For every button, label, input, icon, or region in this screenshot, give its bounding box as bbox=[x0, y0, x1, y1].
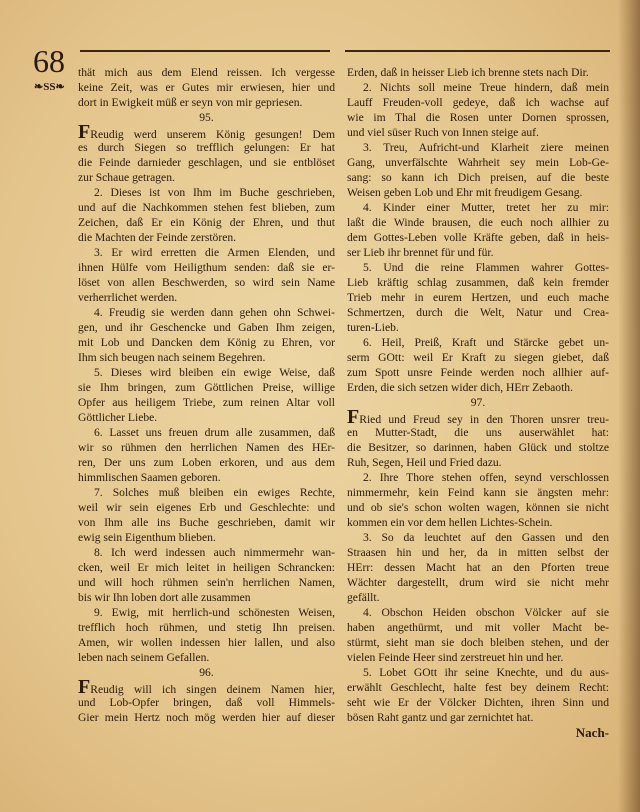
text-line: Ruh, Segen, Heil und Fried dazu. bbox=[347, 456, 502, 469]
text-line: thät mich aus dem Elend reissen. Ich vergesse bbox=[78, 66, 335, 79]
text-line: kommen ein vor dem hellen Lichtes-Schein. bbox=[347, 516, 553, 529]
text-line: Gier mein Hertz noch mög werden hier auf dieser bbox=[78, 711, 335, 724]
text-line: ren, Der uns zum Loben erkoren, und aus dem bbox=[78, 456, 335, 469]
text-line: turen-Lieb. bbox=[347, 321, 399, 334]
text-line: gefällt. bbox=[347, 591, 380, 604]
text-line: serm GOtt: weil Er Kraft zu siegen giebet, daß bbox=[347, 351, 609, 364]
hymn-number: 95. bbox=[199, 111, 214, 124]
text-line: 5. Lobet GOtt ihr seine Knechte, und du aus- bbox=[363, 666, 609, 679]
text-line: gen, und ihr Geschencke und Gaben Ihm zeigen, bbox=[78, 321, 335, 334]
text-line: es durch Siegen so trefflich gelungen: Er hat bbox=[78, 141, 335, 154]
text-line: von Ihm alle ins Buche geschrieben, damit wir bbox=[78, 516, 335, 529]
text-line: ewig sein Eigenthum blieben. bbox=[78, 531, 216, 544]
left-column bbox=[78, 65, 335, 725]
text-line: 3. So da leuchtet auf den Gassen und den bbox=[363, 531, 609, 544]
header-rule-right bbox=[345, 50, 610, 52]
text-line: und will hoch rühmen sein'n herrlichen Namen, bbox=[78, 576, 335, 589]
text-line: 2. Nichts soll meine Treue hindern, daß mein bbox=[363, 81, 609, 94]
text-line: wir so rühmen den herrlichen Namen des HEr- bbox=[78, 441, 335, 454]
text-line: bis wir Ihn loben dort alle zusammen bbox=[78, 591, 251, 604]
text-line: 5. Dieses wird bleiben ein ewige Weise, daß bbox=[94, 366, 335, 379]
text-line: die Feinde darnieder geschlagen, und sie entblöset bbox=[78, 156, 335, 169]
text-line: 4. Kinder einer Mutter, tretet her zu mir: bbox=[363, 201, 609, 214]
signature-mark: ❧SS❧ bbox=[34, 81, 65, 93]
text-line: löset von allen Beschwerden, so wird sein Name bbox=[78, 276, 335, 289]
header-rule-left bbox=[80, 50, 330, 52]
text-line: 7. Solches muß bleiben ein ewiges Rechte, bbox=[94, 486, 335, 499]
text-line: 4. Obschon Heiden obschon Völcker auf sie bbox=[363, 606, 609, 619]
text-line: 4. Freudig sie werden dann gehen ohn Schwei- bbox=[94, 306, 335, 319]
text-line: Wächter dargestellt, drum wird sie nicht mehr bbox=[347, 576, 609, 589]
text-line: FRied und Freud sey in den Thoren unsrer treu- bbox=[347, 406, 609, 428]
text-line: Gang, unverfälschte Wahrheit sey mein Lob-Ge- bbox=[347, 156, 609, 169]
text-line: FReudig will ich singen deinem Namen hier, bbox=[78, 676, 335, 698]
text-line: 2. Dieses ist von Ihm im Buche geschrieben, bbox=[94, 186, 335, 199]
text-line: haben angethürmt, und mit voller Macht be- bbox=[347, 621, 609, 634]
text-line: Lieb kräftig schlag zusammen, daß kein fremder bbox=[347, 276, 609, 289]
text-line: Amen, wir wollen indessen hier lallen, und also bbox=[78, 636, 335, 649]
text-line: keine Zeit, was er Gutes mir erwiesen, hier und bbox=[78, 81, 335, 94]
text-line: stürmt, sieht man sie doch bleiben stehen, und der bbox=[347, 636, 609, 649]
text-line: Erden, die sich setzen wider dich, HErr Zebaoth. bbox=[347, 381, 573, 394]
text-line: zum Spott unsre Feinde werden noch allhier auf- bbox=[347, 366, 609, 379]
text-line: cken, weil Er mich leitet in heiligen Schrancken: bbox=[78, 561, 335, 574]
text-line: 6. Lasset uns freuen drum alle zusammen, daß bbox=[94, 426, 335, 439]
text-line: 5. Und die reine Flammen wahrer Gottes- bbox=[363, 261, 609, 274]
text-line: HErr: dessen Macht hat an den Pforten treue bbox=[347, 561, 609, 574]
text-line: Trieb mehr in eurem Hertzen, und euch mache bbox=[347, 291, 609, 304]
text-line: himmlischen Saamen geboren. bbox=[78, 471, 221, 484]
text-line: sang: so kann ich Dich preisen, auf die beste bbox=[347, 171, 609, 184]
text-line: ihnen Hülfe vom Heiligthum senden: daß sie er- bbox=[78, 261, 335, 274]
text-line: und auf die Nachkommen stehen fest blieben, zum bbox=[78, 201, 335, 214]
text-line: sie Ihm bringen, zum Göttlichen Preise, willige bbox=[78, 381, 335, 394]
text-line: Ihm sich beugen nach seinem Begehren. bbox=[78, 351, 266, 364]
text-line: laßt die Winde brausen, die euch noch allhier zu bbox=[347, 216, 609, 229]
hymn-number: 97. bbox=[470, 396, 486, 409]
text-line: 3. Treu, Aufricht-und Klarheit ziere meinen bbox=[363, 141, 609, 154]
text-line: die Machten der Feinde zerstören. bbox=[78, 231, 237, 244]
page-gutter-shadow bbox=[618, 0, 640, 812]
hymn-number: 96. bbox=[199, 666, 214, 679]
text-line: weil wir sein eigenes Erb und Geschlechte: und bbox=[78, 501, 335, 514]
text-line: bösen Raht gantz und gar zernichtet hat. bbox=[347, 711, 534, 724]
page-number: 68 bbox=[33, 43, 65, 79]
text-line: seht wie Er der Völcker Dichten, ihren Sinn und bbox=[347, 696, 609, 709]
right-column bbox=[347, 65, 609, 740]
text-line: Schmertzen, durch die Welt, Natur und Crea- bbox=[347, 306, 609, 319]
text-line: Opfer aus heiligem Triebe, zum reinen Altar voll bbox=[78, 396, 335, 409]
text-line: und Lob-Opfer bringen, daß voll Himmels- bbox=[78, 696, 335, 709]
text-line: ser Lieb ihr brennet für und für. bbox=[347, 246, 494, 259]
text-line: 2. Ihre Thore stehen offen, seynd verschlossen bbox=[363, 471, 609, 484]
text-line: Weisen geben Lob und Ehr mit freudigem Gesang. bbox=[347, 186, 583, 199]
text-line: leben nach seinem Gefallen. bbox=[78, 651, 210, 664]
text-line: dort in Ewigkeit müß er seyn von mir gepriesen. bbox=[78, 96, 303, 109]
text-line: mit Lob und Dancken dem König zu Ehren, vor bbox=[78, 336, 335, 349]
text-line: erwählt Geschlecht, halte fest bey deinem Recht: bbox=[347, 681, 609, 694]
text-line: zur Schaue getragen. bbox=[78, 171, 175, 184]
text-line: verherrlichet werden. bbox=[78, 291, 178, 304]
text-line: und ob sie's schon wolten wagen, können sie nicht bbox=[347, 501, 609, 514]
text-line: vielen Feinde Heer sind zerstreuet hin und her. bbox=[347, 651, 564, 664]
text-line: 9. Ewig, mit herrlich-und schönesten Weisen, bbox=[94, 606, 335, 619]
text-line: und viel süser Ruch von Innen steige auf. bbox=[347, 126, 539, 139]
text-line: dem Gottes-Leben volle Kräfte geben, daß in heis- bbox=[347, 231, 609, 244]
text-line: 8. Ich werd indessen auch nimmermehr wan- bbox=[94, 546, 335, 559]
catchword: Nach- bbox=[575, 725, 609, 740]
text-line: 6. Heil, Preiß, Kraft und Stärcke gebet un- bbox=[363, 336, 609, 349]
text-line: trefflich hoch rühmen, und stetig Ihn preisen. bbox=[78, 621, 335, 634]
text-line: Lauff Freuden-voll gedeye, daß ich wachse auf bbox=[347, 96, 609, 109]
text-line: Straasen hin und her, da in mitten selbst der bbox=[347, 546, 609, 559]
text-line: nimmermehr, kein Feind kann sie ängsten mehr: bbox=[347, 486, 609, 499]
text-line: Göttlicher Liebe. bbox=[78, 411, 158, 424]
text-line: FReudig werd unserem König gesungen! Dem bbox=[78, 121, 335, 143]
text-line: die Besitzer, so darinnen, haben Glück und stoltze bbox=[347, 441, 609, 454]
text-line: Erden, daß in heisser Lieb ich brenne stets nach Dir. bbox=[347, 66, 589, 79]
text-line: Zeichen, daß Er ein König der Ehren, und thut bbox=[78, 216, 335, 229]
text-line: en Mutter-Stadt, die uns auserwählet hat: bbox=[347, 426, 609, 439]
text-line: 3. Er wird erretten die Armen Elenden, und bbox=[94, 246, 335, 259]
text-line: wie im Thal die Rosen unter Dornen sprossen, bbox=[347, 111, 609, 124]
